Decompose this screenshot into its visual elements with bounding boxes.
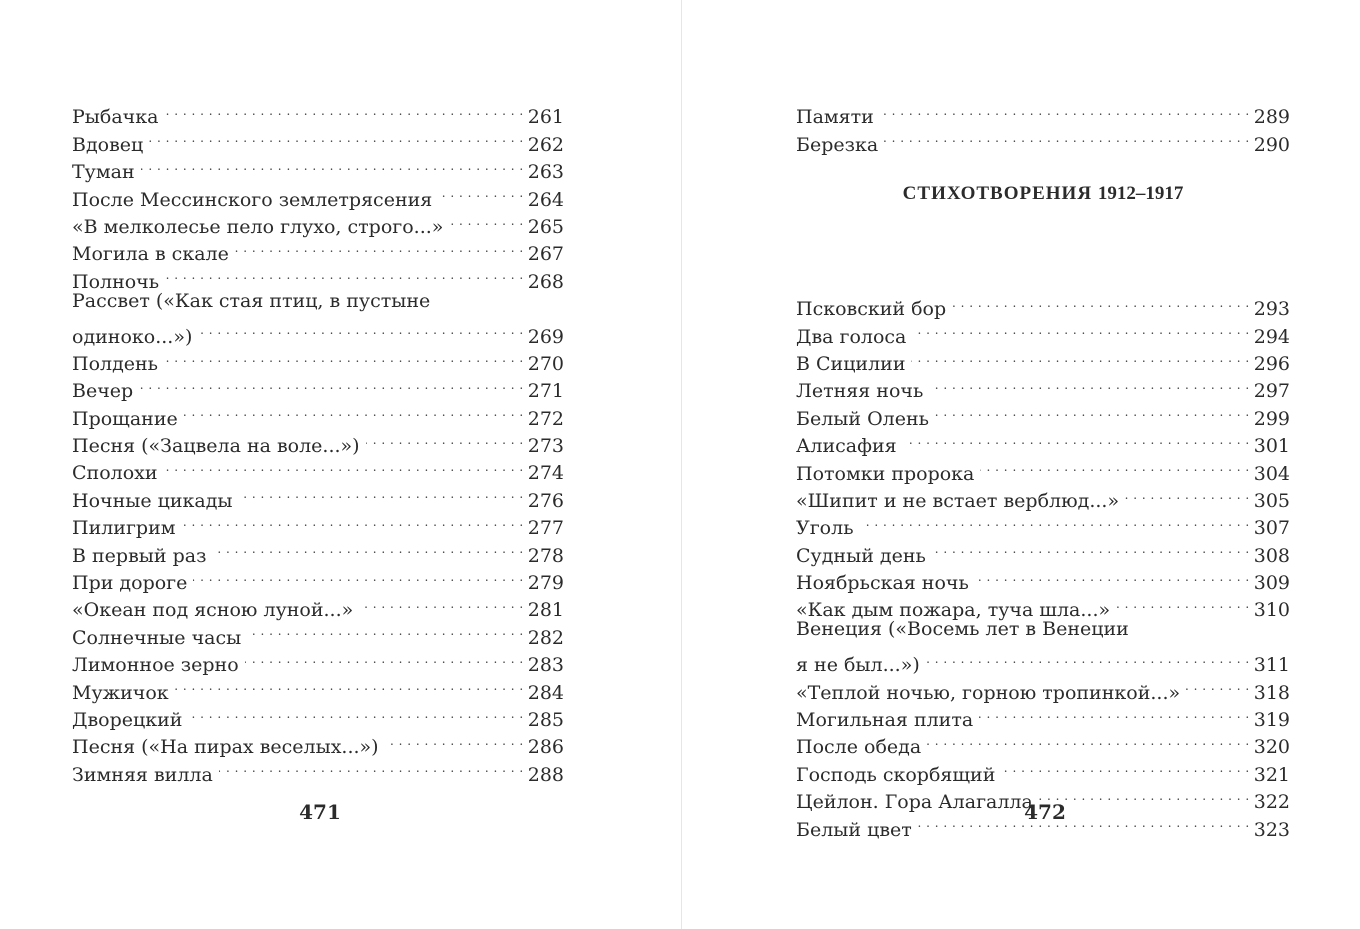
toc-entry-page: 271	[527, 380, 564, 403]
toc-entry	[72, 616, 564, 649]
toc-entry	[72, 370, 564, 403]
toc-entry	[796, 671, 1290, 704]
toc-entry-title: Белый цвет	[796, 818, 912, 841]
toc-entry-title: Белый Олень	[796, 407, 929, 430]
toc-entry	[72, 479, 564, 512]
toc-entry-page: 322	[1253, 791, 1290, 814]
toc-list-right	[796, 288, 1290, 622]
section-heading	[796, 151, 1290, 288]
toc-entry-title: Мужичок	[72, 681, 169, 704]
toc-entry-page: 309	[1253, 572, 1290, 595]
toc-entry-page: 290	[1253, 133, 1290, 156]
toc-entry	[72, 96, 564, 129]
toc-entry-page: 262	[527, 133, 564, 156]
dot-leader	[184, 397, 524, 424]
toc-entry-title-continued: я не был...»)	[796, 654, 920, 677]
toc-entry-title: В первый раз	[72, 544, 207, 567]
dot-leader	[175, 671, 524, 698]
toc-entry-title: «В мелколесье пело глухо, строго...»	[72, 215, 444, 238]
dot-leader	[979, 699, 1250, 726]
dot-leader	[164, 343, 524, 370]
dot-leader	[929, 370, 1249, 397]
toc-entry-title: Сполохи	[72, 462, 158, 485]
toc-entry-title: «Теплой ночью, горною тропинкой...»	[796, 681, 1181, 704]
toc-entry	[796, 480, 1290, 512]
toc-entry-title: После Мессинского землетрясения	[72, 188, 433, 211]
toc-entry-title: Цейлон. Гора Алагалла	[796, 791, 1033, 814]
toc-entry-title: «Как дым пожара, туча шла...»	[796, 599, 1111, 622]
toc-entry-page: 267	[527, 243, 564, 266]
dot-leader	[149, 123, 523, 150]
toc-entry-title: Песня («Зацвела на воле...»)	[72, 435, 360, 458]
toc-entry-page: 299	[1253, 407, 1290, 430]
dot-leader	[141, 151, 524, 178]
toc-entry	[72, 644, 564, 677]
toc-entry-page: 296	[1253, 352, 1290, 375]
toc-entry-title: Два голоса	[796, 325, 907, 348]
toc-entry-page: 294	[1253, 325, 1290, 348]
section-heading-years: 1912–1917	[1097, 182, 1184, 204]
toc-entry-page: 273	[527, 435, 564, 458]
toc-entry	[72, 260, 564, 293]
toc-entry	[72, 589, 564, 622]
toc-entry-page: 286	[527, 736, 564, 759]
toc-entry-page: 308	[1253, 544, 1290, 567]
toc-entry-title: Могила в скале	[72, 243, 229, 266]
toc-entry-page: 278	[527, 544, 564, 567]
toc-entry-page: 288	[527, 763, 564, 786]
dot-leader	[212, 534, 523, 561]
dot-leader	[198, 315, 523, 342]
toc-entry-title: Псковский бор	[796, 298, 947, 321]
toc-entry	[796, 699, 1290, 732]
dot-leader	[927, 726, 1250, 753]
dot-leader	[903, 425, 1250, 452]
toc-entry-title: В Сицилии	[796, 352, 906, 375]
dot-leader	[235, 233, 524, 260]
toc-entry-title: Уголь	[796, 517, 854, 540]
toc-entry-page: 311	[1253, 654, 1290, 677]
toc-entry	[72, 397, 564, 430]
toc-entry-page: 321	[1253, 763, 1290, 786]
toc-entry	[72, 178, 564, 211]
toc-entry	[796, 726, 1290, 759]
toc-entry-title: При дороге	[72, 572, 188, 595]
toc-entry	[796, 534, 1290, 567]
dot-leader	[1186, 671, 1250, 698]
toc-entry-page: 279	[527, 572, 564, 595]
toc-entry-title: Туман	[72, 161, 135, 184]
dot-leader	[1116, 589, 1250, 616]
toc-entry-title: Венеция («Восемь лет в Венеции	[796, 618, 1129, 641]
right-page	[796, 96, 1290, 841]
toc-entry	[796, 96, 1290, 129]
dot-leader	[247, 616, 523, 643]
toc-entry-page: 320	[1253, 736, 1290, 759]
dot-leader	[926, 644, 1250, 671]
dot-leader	[449, 206, 523, 233]
toc-entry-title-continued: одиноко...»)	[72, 325, 193, 348]
toc-entry	[796, 589, 1290, 622]
toc-entry	[796, 397, 1290, 430]
dot-leader	[932, 534, 1250, 561]
toc-entry-title: Судный день	[796, 544, 926, 567]
toc-entry-title: Потомки пророка	[796, 462, 975, 485]
toc-entry-title: Полдень	[72, 352, 159, 375]
dot-leader	[193, 562, 523, 589]
dot-leader	[366, 425, 524, 452]
toc-entry-page: 265	[527, 215, 564, 238]
dot-leader	[164, 452, 524, 479]
toc-entry-title: Вечер	[72, 380, 134, 403]
toc-entry	[72, 534, 564, 567]
left-page	[72, 96, 564, 786]
toc-entry-multiline	[796, 616, 1290, 677]
dot-leader	[219, 753, 524, 780]
toc-entry-title: Песня («На пирах веселых...»)	[72, 736, 379, 759]
toc-entry	[72, 425, 564, 458]
toc-entry-page: 277	[527, 517, 564, 540]
toc-entry-page: 276	[527, 489, 564, 512]
toc-entry-page: 283	[527, 654, 564, 677]
toc-entry-page: 305	[1253, 489, 1290, 512]
section-heading-title: СТИХОТВОРЕНИЯ	[902, 182, 1093, 204]
toc-entry-page: 285	[527, 709, 564, 731]
toc-entry-title: «Шипит и не встает верблюд...»	[796, 489, 1120, 512]
dot-leader	[245, 644, 524, 671]
toc-entry-page: 261	[527, 106, 564, 129]
toc-entry-title: Ночные цикады	[72, 489, 233, 512]
toc-entry-title: Рассвет («Как стая птиц, в пустыне	[72, 289, 431, 312]
dot-leader	[1125, 480, 1250, 507]
toc-entry-page: 272	[527, 407, 564, 430]
toc-entry-page: 307	[1253, 517, 1290, 540]
dot-leader	[975, 562, 1250, 589]
toc-entry	[72, 726, 564, 759]
dot-leader	[182, 507, 524, 534]
toc-entry	[72, 233, 564, 266]
dot-leader	[359, 589, 523, 616]
toc-entry-title: Памяти	[796, 106, 874, 129]
toc-entry-page: 263	[527, 161, 564, 184]
toc-entry-page: 268	[527, 270, 564, 293]
dot-leader	[164, 96, 523, 123]
dot-leader	[935, 397, 1250, 424]
toc-entry	[796, 343, 1290, 375]
toc-entry-title: Пилигрим	[72, 517, 176, 540]
toc-entry	[72, 562, 564, 595]
toc-entry-title: Полночь	[72, 270, 160, 293]
toc-entry-page: 318	[1253, 681, 1290, 704]
page-gutter	[681, 0, 682, 929]
toc-entry-title: Лимонное зерно	[72, 654, 239, 677]
toc-entry	[72, 753, 564, 786]
toc-entry-title: Вдовец	[72, 133, 144, 156]
toc-entry-title: Алисафия	[796, 435, 897, 458]
toc-entry	[796, 288, 1290, 321]
dot-leader	[884, 123, 1250, 150]
toc-entry-page: 319	[1253, 709, 1290, 732]
toc-entry	[796, 370, 1290, 403]
toc-entry	[72, 507, 564, 540]
toc-entry	[796, 452, 1290, 485]
toc-entry-page: 269	[527, 325, 564, 348]
toc-entry	[72, 671, 564, 704]
toc-entry	[796, 507, 1290, 540]
toc-entry-page: 304	[1253, 462, 1290, 485]
dot-leader	[188, 699, 523, 726]
toc-entry-title: Зимняя вилла	[72, 763, 213, 786]
toc-entry-title: Солнечные часы	[72, 626, 242, 649]
dot-leader	[880, 96, 1250, 123]
toc-entry	[72, 206, 564, 238]
dot-leader	[139, 370, 524, 397]
toc-entry-page: 284	[527, 681, 564, 704]
toc-entry-multiline	[72, 288, 564, 348]
dot-leader	[912, 315, 1249, 342]
page-number-right: 472	[1024, 800, 1066, 824]
toc-entry-title: Господь скорбящий	[796, 763, 996, 786]
toc-entry-page: 282	[527, 626, 564, 649]
toc-entry-page: 264	[527, 188, 564, 211]
toc-entry	[72, 343, 564, 375]
toc-entry-page: 281	[527, 599, 564, 622]
toc-entry	[796, 315, 1290, 348]
page-number-left: 471	[299, 800, 341, 824]
toc-list-right-top	[796, 96, 1290, 156]
dot-leader	[1001, 753, 1249, 780]
toc-entry-title: Рыбачка	[72, 106, 159, 129]
toc-entry-title: Ноябрьская ночь	[796, 572, 969, 595]
toc-entry-title: После обеда	[796, 736, 922, 759]
toc-entry-page: 289	[1253, 106, 1290, 129]
toc-entry	[796, 562, 1290, 595]
toc-entry-title: Летняя ночь	[796, 380, 924, 403]
toc-entry-page: 293	[1253, 298, 1290, 321]
toc-entry	[796, 425, 1290, 458]
toc-entry-page: 323	[1253, 818, 1290, 841]
toc-entry-title: Березка	[796, 133, 879, 156]
toc-entry-page: 270	[527, 352, 564, 375]
dot-leader	[385, 726, 524, 753]
dot-leader	[952, 288, 1250, 315]
dot-leader	[980, 452, 1249, 479]
toc-entry-title: Могильная плита	[796, 709, 974, 732]
dot-leader	[438, 178, 523, 205]
toc-entry	[72, 452, 564, 485]
toc-entry-page: 274	[527, 462, 564, 485]
toc-entry	[72, 151, 564, 184]
dot-leader	[911, 343, 1249, 370]
dot-leader	[239, 479, 524, 506]
toc-list-left	[72, 96, 564, 293]
toc-entry	[72, 123, 564, 156]
toc-entry	[796, 753, 1290, 786]
toc-entry	[796, 123, 1290, 156]
toc-entry	[72, 699, 564, 731]
dot-leader	[165, 260, 524, 287]
toc-entry-page: 301	[1253, 435, 1290, 458]
toc-list-left-continued	[72, 343, 564, 786]
toc-entry-title: Дворецкий	[72, 709, 183, 731]
toc-entry-page: 310	[1253, 599, 1290, 622]
toc-entry-title: Прощание	[72, 407, 178, 430]
dot-leader	[860, 507, 1250, 534]
toc-entry-page: 297	[1253, 380, 1290, 403]
toc-entry-title: «Океан под ясною луной...»	[72, 599, 354, 622]
